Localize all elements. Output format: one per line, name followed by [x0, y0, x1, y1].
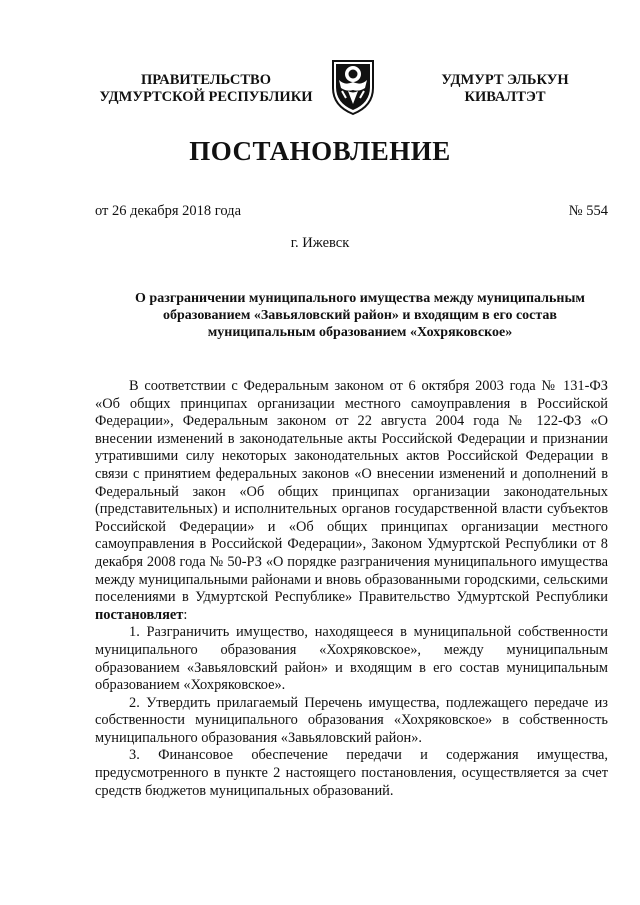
document-subject [100, 290, 620, 341]
resolve-word: постановляет [95, 606, 184, 623]
clause-3: 3. Финансовое обеспечение передачи и содержания имущества, предусмотренного в пункте 2 настоящего постановления, осуществляется за счет средств бюджетов муниципальных образований. [95, 747, 608, 799]
preamble-end: : [183, 606, 188, 623]
subject-line-2: образованием «Завьяловский район» и входящим в его состав [162, 308, 557, 323]
subject-line-1: О разграничении муниципального имущества между муниципальным [135, 291, 585, 306]
document-number: № 554 [568, 203, 608, 219]
subject-line-3: муниципальным образованием «Хохряковское» [207, 325, 513, 340]
issuer-header-udmurt [430, 72, 580, 106]
issuer-line-1: ПРАВИТЕЛЬСТВО [141, 72, 271, 88]
clause-1: 1. Разграничить имущество, находящееся в муниципальной собственности муниципального образования «Хохряковское», между муниципальным образованием «Завьяловский район» и входящим в его состав муниципальным образованием «Хохряковское». [95, 624, 608, 694]
preamble-paragraph [95, 378, 608, 624]
issuer-line-2: УДМУРТСКОЙ РЕСПУБЛИКИ [99, 89, 313, 105]
document-body [95, 378, 608, 800]
clause-2: 2. Утвердить прилагаемый Перечень имущества, подлежащего передаче из собственности муниципального образования «Хохряковское» в собственность муниципального образования «Завьяловский район». [95, 694, 608, 746]
issuer-udmurt-line-2: КИВАЛТЭТ [464, 89, 546, 105]
document-city: г. Ижевск [290, 235, 350, 251]
issuer-header-russian [86, 72, 326, 106]
coat-of-arms-icon [329, 58, 377, 116]
document-date: от 26 декабря 2018 года [95, 203, 241, 219]
document-type-title: ПОСТАНОВЛЕНИЕ [189, 136, 451, 166]
issuer-udmurt-line-1: УДМУРТ ЭЛЬКУН [441, 72, 569, 88]
preamble-text: В соответствии с Федеральным законом от 6 октября 2003 года № 131-ФЗ «Об общих принципах организации местного самоуправления в Российской Федерации», Федеральным законом от 22 августа 2004 года № 122-ФЗ «О внесении изменений в законодательные акты Российской Федерации и признании утратившими силу некоторых законодательных актов Российской Федерации в связи с принятием федеральных законов «О внесении изменений и дополнений в Федеральный закон «Об общих принципах организации законодательных (представительных) и исполнительных органов государственной власти субъектов Российской Федерации» и «Об общих принципах организации местного самоуправления в Российской Федерации», Законом Удмуртской Республики от 8 декабря 2008 года № 50-РЗ «О порядке разграничения муниципального имущества между муниципальными районами и вновь образованными городскими, сельскими поселениями в Удмуртской Республике» Правительство Удмуртской Республики [95, 378, 608, 606]
